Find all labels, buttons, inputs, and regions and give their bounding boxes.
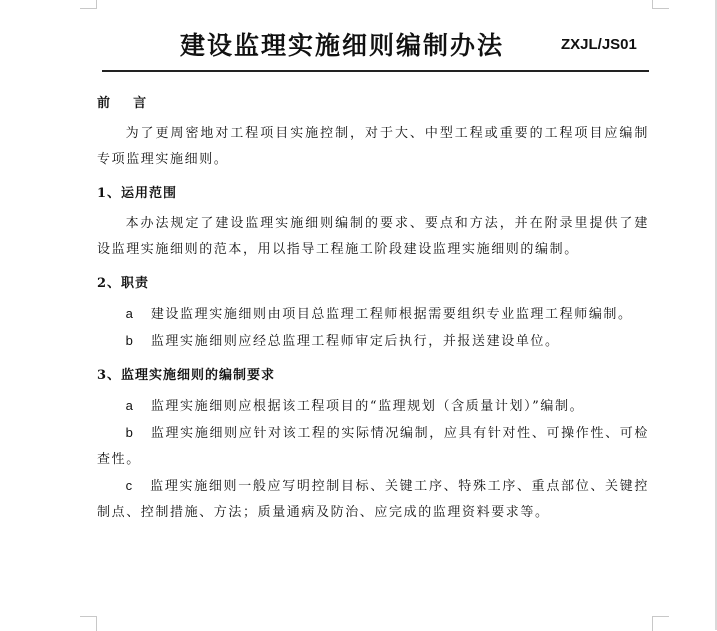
section-2-item-a: a 建设监理实施细则由项目总监理工程师根据需要组织专业监理工程师编制。 xyxy=(125,306,633,322)
margin-corner-top-right xyxy=(652,0,669,9)
section-3-item-a: a 监理实施细则应根据该工程项目的“监理规划（含质量计划）”编制。 xyxy=(125,398,585,414)
document-code: ZXJL/JS01 xyxy=(561,36,637,53)
margin-corner-top-left xyxy=(80,0,97,9)
section-3-heading: 3、监理实施细则的编制要求 xyxy=(97,368,276,383)
preface-heading: 前 言 xyxy=(97,96,148,111)
section-3-item-c: c 监理实施细则一般应写明控制目标、关键工序、特殊工序、重点部位、关键控制点、控制措施、方法；质量通病及防治、应完成的监理资料要求等。 xyxy=(97,478,649,520)
preface-paragraph: 为了更周密地对工程项目实施控制，对于大、中型工程或重要的工程项目应编制专项监理实施细则。 xyxy=(97,126,649,167)
document-title: 建设监理实施细则编制办法 xyxy=(180,31,505,60)
section-3-item-b: b 监理实施细则应针对该工程的实际情况编制，应具有针对性、可操作性、可检查性。 xyxy=(97,425,649,467)
header-rule xyxy=(102,70,649,72)
document-body xyxy=(97,93,649,526)
section-1-heading: 1、运用范围 xyxy=(97,186,178,201)
section-1-paragraph: 本办法规定了建设监理实施细则编制的要求、要点和方法，并在附录里提供了建设监理实施细则的范本，用以指导工程施工阶段建设监理实施细则的编制。 xyxy=(97,216,649,257)
section-2-item-b: b 监理实施细则应经总监理工程师审定后执行，并报送建设单位。 xyxy=(125,333,560,349)
section-2-heading: 2、职责 xyxy=(97,276,150,291)
margin-corner-bottom-left xyxy=(80,616,97,631)
margin-corner-bottom-right xyxy=(652,616,669,631)
